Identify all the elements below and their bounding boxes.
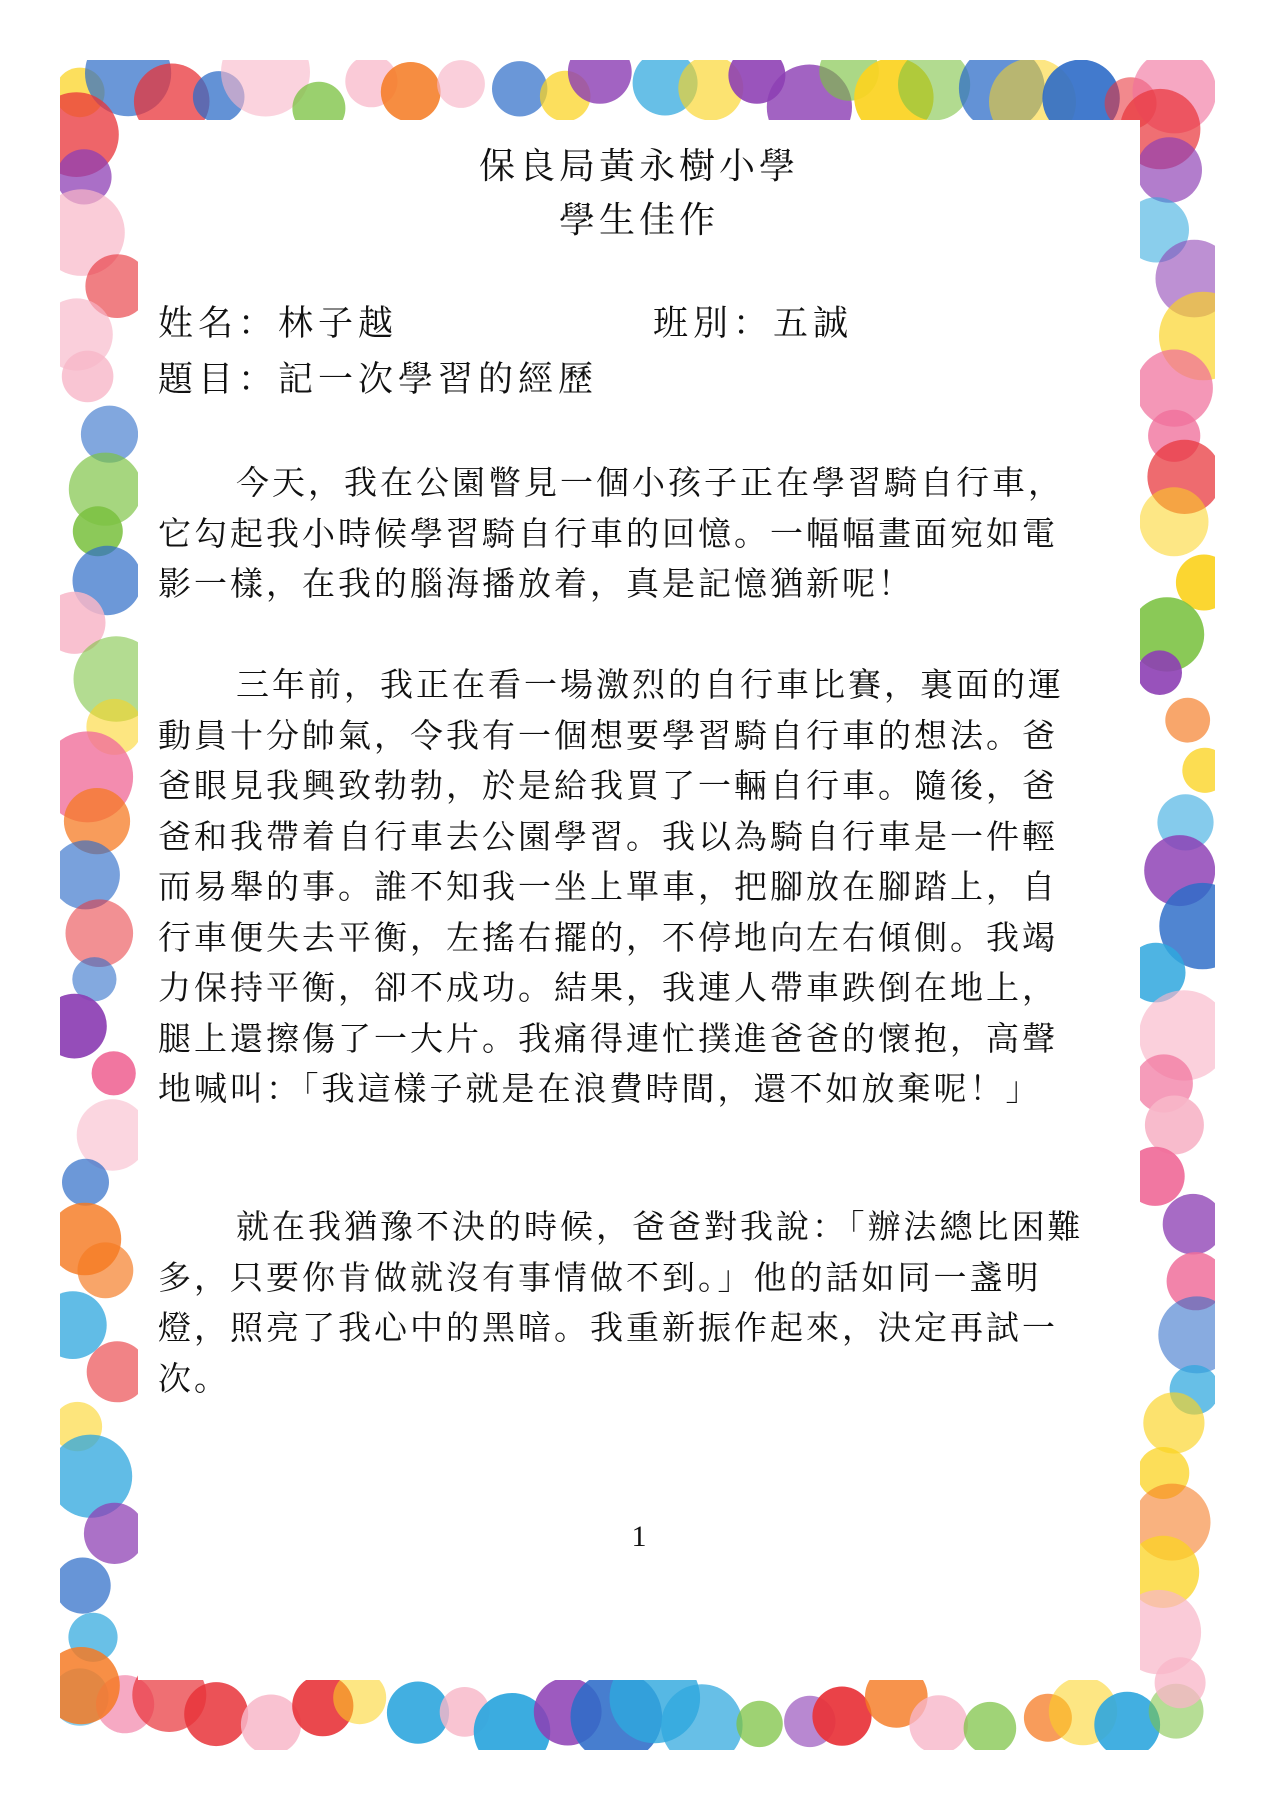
decor-dot	[60, 994, 107, 1059]
decor-dot	[92, 1051, 136, 1095]
decor-dot	[1163, 1194, 1215, 1255]
decor-dot	[437, 60, 485, 108]
decor-dot	[184, 1682, 248, 1746]
decor-dot	[84, 1503, 145, 1564]
decor-dot	[78, 1242, 134, 1298]
decor-dot	[1155, 1657, 1206, 1708]
decor-dot	[66, 899, 134, 967]
document-page	[138, 120, 1140, 1680]
name-label: 姓名：	[158, 304, 279, 344]
decor-dot	[62, 1159, 109, 1206]
topic-value: 記一次學習的經歷	[278, 360, 599, 400]
document-subtitle: 學生佳作	[558, 200, 719, 241]
decor-dot	[1182, 748, 1215, 793]
decor-dot	[812, 1687, 871, 1746]
decor-dot	[1140, 487, 1209, 556]
decor-dot	[1145, 1096, 1204, 1155]
class-value: 五誠	[773, 304, 854, 344]
decor-dot	[60, 1558, 111, 1614]
topic-label: 題目：	[158, 360, 279, 400]
student-info-row	[158, 296, 1058, 346]
essay-paragraph-3: 就在我猶豫不決的時候，爸爸對我說：「辦法總比困難多，只要你肯做就沒有事情做不到。」他的話如同一盞明燈，照亮了我心中的黑暗。我重新振作起來，決定再試一次。	[158, 1207, 1084, 1398]
class-label: 班別：	[653, 304, 774, 344]
school-name: 保良局黃永樹小學	[478, 146, 799, 187]
essay-paragraph-1: 今天，我在公園瞥見一個小孩子正在學習騎自行車，它勾起我小時候學習騎自行車的回憶。一幅幅畫面宛如電影一樣，在我的腦海播放着，真是記憶猶新呢！	[158, 463, 1064, 603]
decor-dot	[492, 61, 547, 116]
decor-dot	[964, 1702, 1017, 1750]
decor-dot	[1165, 698, 1210, 743]
decor-dot	[381, 62, 441, 122]
decor-dot	[62, 351, 114, 403]
topic-row	[158, 352, 598, 402]
decor-dot	[241, 1695, 301, 1751]
decor-dot	[1143, 1392, 1204, 1453]
decor-dot	[736, 1701, 782, 1747]
decor-dot	[1136, 137, 1202, 203]
decor-dot	[1137, 650, 1182, 695]
page-number: 1	[631, 1520, 647, 1553]
essay-paragraph-2: 三年前，我正在看一場激烈的自行車比賽，裏面的運動員十分帥氣，令我有一個想要學習騎自行車的想法。爸爸眼見我興致勃勃，於是給我買了一輛自行車。隨後，爸爸和我帶着自行車去公園學習。我以為騎自行車是一件輕而易舉的事。誰不知我一坐上單車，把腳放在腳踏上，自行車便失去平衡，左搖右擺的，不停地向左右傾側。我竭力保持平衡，卻不成功。結果，我連人帶車跌倒在地上，腿上還擦傷了一大片。我痛得連忙撲進爸爸的懷抱，高聲地喊叫：「我這樣子就是在浪費時間，還不如放棄呢！」	[158, 665, 1064, 1108]
decor-dot	[1158, 1296, 1215, 1373]
name-value: 林子越	[278, 304, 399, 344]
class-field	[653, 296, 853, 346]
